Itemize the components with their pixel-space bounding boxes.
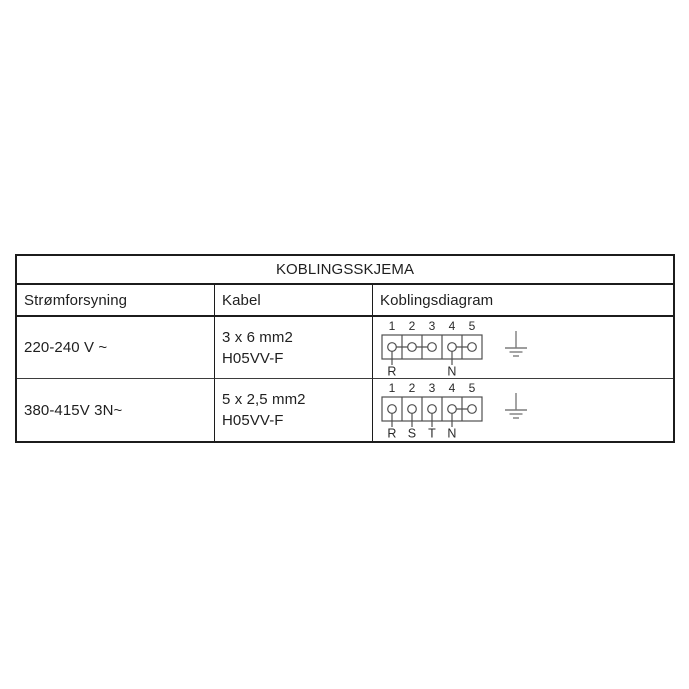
- terminal-number: 3: [428, 319, 436, 333]
- terminal-number: 1: [388, 319, 396, 333]
- terminal-screw: [468, 405, 477, 414]
- table-title: KOBLINGSSKJEMA: [17, 256, 673, 285]
- wiring-diagram-380-415: [378, 381, 538, 439]
- terminal-screw: [468, 343, 477, 352]
- wiring-diagram-cell: [372, 379, 673, 441]
- column-header-kabel: Kabel: [214, 285, 372, 317]
- power-supply-value: 220-240 V ~: [17, 317, 214, 379]
- column-header-stromforsyning: Strømforsyning: [17, 285, 214, 317]
- phase-label-s: S: [407, 426, 417, 439]
- terminal-number: 5: [468, 381, 476, 395]
- cable-size: 5 x 2,5 mm2: [222, 391, 306, 408]
- terminal-screw: [408, 405, 417, 414]
- terminal-screw: [448, 343, 457, 352]
- koblingsskjema-table: [15, 254, 675, 443]
- phase-label-r: R: [387, 364, 397, 377]
- cable-spec: [214, 317, 372, 379]
- terminal-number: 2: [408, 381, 416, 395]
- terminal-number: 4: [448, 381, 456, 395]
- phase-label-r: R: [387, 426, 397, 439]
- cable-size: 3 x 6 mm2: [222, 328, 293, 346]
- phase-label-t: T: [428, 426, 436, 439]
- terminal-screw: [388, 405, 397, 414]
- power-supply-value: 380-415V 3N~: [24, 401, 123, 419]
- terminal-screw: [428, 343, 437, 352]
- terminal-screw: [448, 405, 457, 414]
- terminal-screw: [408, 343, 417, 352]
- column-header-koblingsdiagram: Koblingsdiagram: [372, 285, 673, 317]
- cable-spec: [214, 379, 372, 441]
- phase-label-n: N: [447, 426, 457, 439]
- terminal-number: 5: [468, 319, 476, 333]
- cable-type: H05VV-F: [222, 349, 284, 367]
- terminal-screw: [388, 343, 397, 352]
- terminal-number: 3: [428, 381, 436, 395]
- phase-label-n: N: [447, 364, 457, 377]
- earth-ground-icon: [505, 331, 527, 356]
- wiring-diagram-cell: [372, 317, 673, 379]
- terminal-screw: [428, 405, 437, 414]
- earth-ground-icon: [505, 393, 527, 418]
- wiring-diagram-220-240: [378, 319, 538, 377]
- terminal-number: 2: [408, 319, 416, 333]
- cable-type: H05VV-F: [222, 412, 284, 429]
- terminal-number: 1: [388, 381, 396, 395]
- terminal-number: 4: [448, 319, 456, 333]
